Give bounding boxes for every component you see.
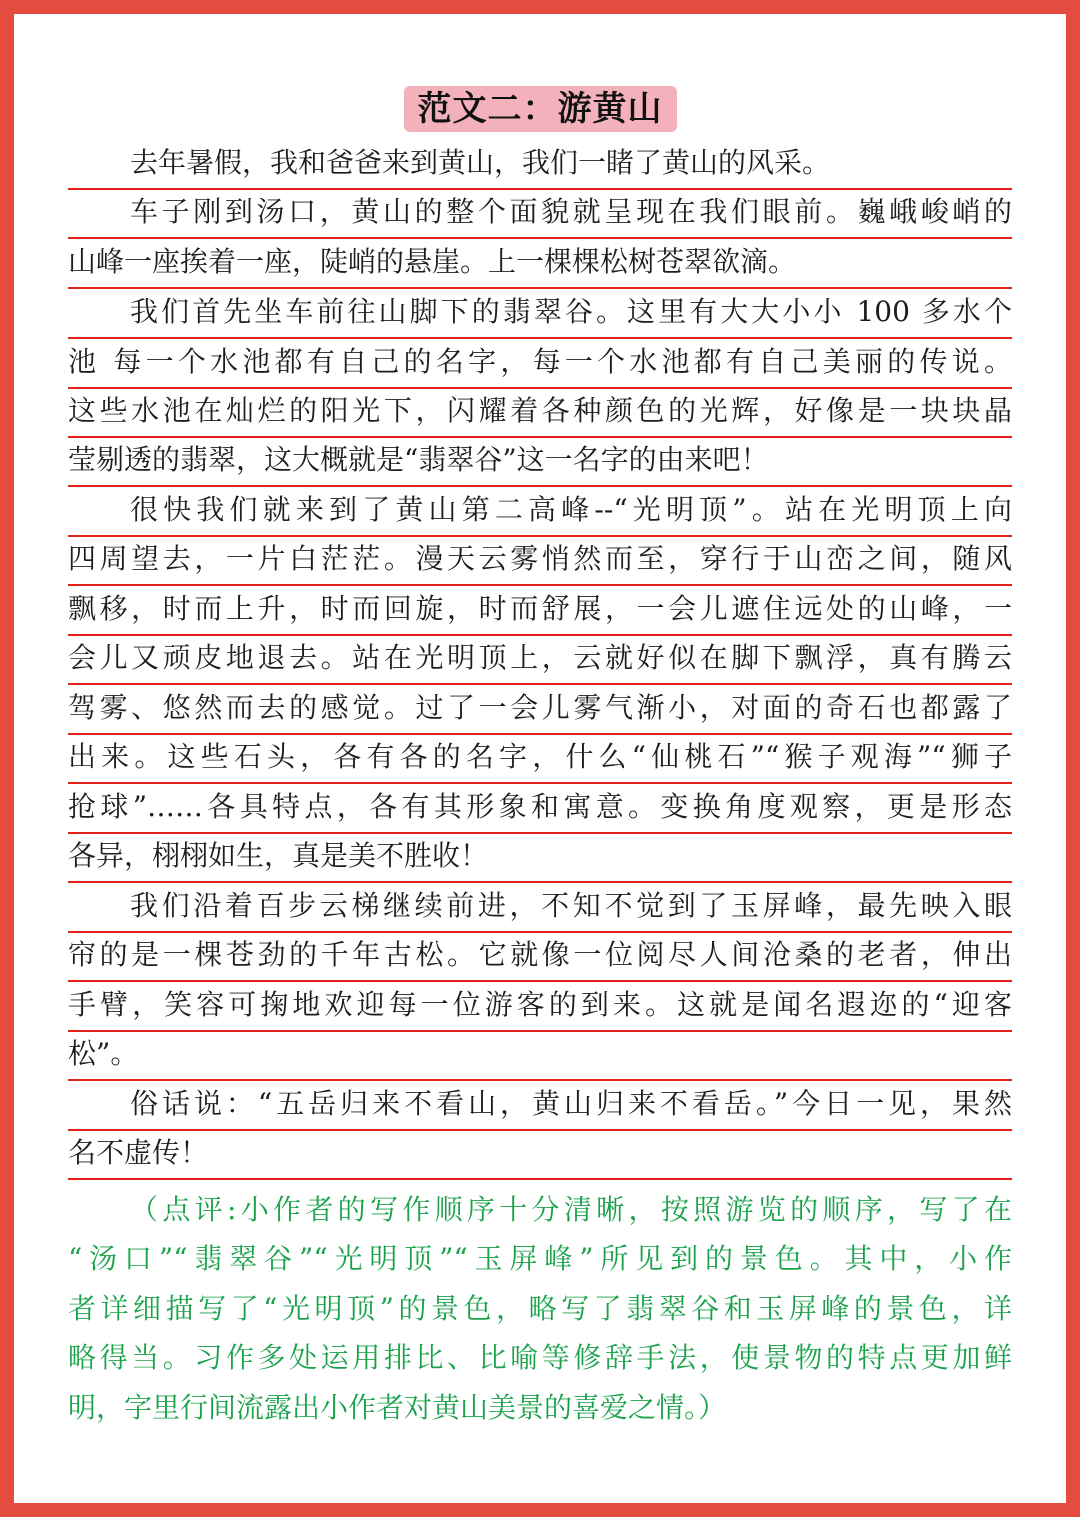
essay-line: 驾雾、悠然而去的感觉。过了一会儿雾气渐小，对面的奇石也都露了 xyxy=(68,686,1012,735)
comment-line: 明，字里行间流露出小作者对黄山美景的喜爱之情。） xyxy=(68,1391,727,1424)
comment-line: （点评:小作者的写作顺序十分清晰，按照游览的顺序，写了在 xyxy=(130,1193,1012,1226)
essay-line: 出来。这些石头，各有各的名字，什么“仙桃石”“猴子观海”“狮子 xyxy=(68,735,1012,784)
comment-line: “汤口”“翡翠谷”“光明顶”“玉屏峰”所见到的景色。其中，小作 xyxy=(68,1242,1012,1275)
comment-line: 者详细描写了“光明顶”的景色，略写了翡翠谷和玉屏峰的景色，详 xyxy=(68,1292,1012,1325)
essay-line: 车子刚到汤口，黄山的整个面貌就呈现在我们眼前。巍峨峻峭的 xyxy=(68,190,1012,239)
title-container xyxy=(0,86,1080,132)
essay-line: 我们首先坐车前往山脚下的翡翠谷。这里有大大小小 100 多水个 xyxy=(68,290,1012,339)
essay-line: 我们沿着百步云梯继续前进，不知不觉到了玉屏峰，最先映入眼 xyxy=(68,884,1012,933)
essay-line: 松”。 xyxy=(68,1032,1012,1081)
essay-line: 各异，栩栩如生，真是美不胜收！ xyxy=(68,834,1012,883)
essay-line: 抢球”……各具特点，各有其形象和寓意。变换角度观察，更是形态 xyxy=(68,785,1012,834)
essay-line: 山峰一座挨着一座，陡峭的悬崖。上一棵棵松树苍翠欲滴。 xyxy=(68,240,1012,289)
comment-line: 略得当。习作多处运用排比、比喻等修辞手法，使景物的特点更加鲜 xyxy=(68,1341,1012,1374)
essay-line: 名不虚传！ xyxy=(68,1131,1012,1180)
essay-line: 去年暑假，我和爸爸来到黄山，我们一睹了黄山的风采。 xyxy=(68,141,1012,190)
essay-line: 会儿又顽皮地退去。站在光明顶上，云就好似在脚下飘浮，真有腾云 xyxy=(68,636,1012,685)
essay-line: 很快我们就来到了黄山第二高峰--“光明顶”。站在光明顶上向 xyxy=(68,488,1012,537)
essay-line: 帘的是一棵苍劲的千年古松。它就像一位阅尽人间沧桑的老者，伸出 xyxy=(68,933,1012,982)
essay-line: 手臂，笑容可掬地欢迎每一位游客的到来。这就是闻名遐迩的“迎客 xyxy=(68,983,1012,1032)
essay-line: 这些水池在灿烂的阳光下，闪耀着各种颜色的光辉，好像是一块块晶 xyxy=(68,389,1012,438)
page-title: 范文二：游黄山 xyxy=(404,86,677,132)
essay-line: 莹剔透的翡翠，这大概就是“翡翠谷”这一名字的由来吧！ xyxy=(68,438,1012,487)
essay-line: 俗话说：“五岳归来不看山，黄山归来不看岳。”今日一见，果然 xyxy=(68,1082,1012,1131)
essay-line: 池 每一个水池都有自己的名字，每一个水池都有自己美丽的传说。 xyxy=(68,340,1012,389)
essay-line: 四周望去，一片白茫茫。漫天云雾悄然而至，穿行于山峦之间，随风 xyxy=(68,537,1012,586)
essay-line: 飘移，时而上升，时而回旋，时而舒展，一会儿遮住远处的山峰，一 xyxy=(68,587,1012,636)
